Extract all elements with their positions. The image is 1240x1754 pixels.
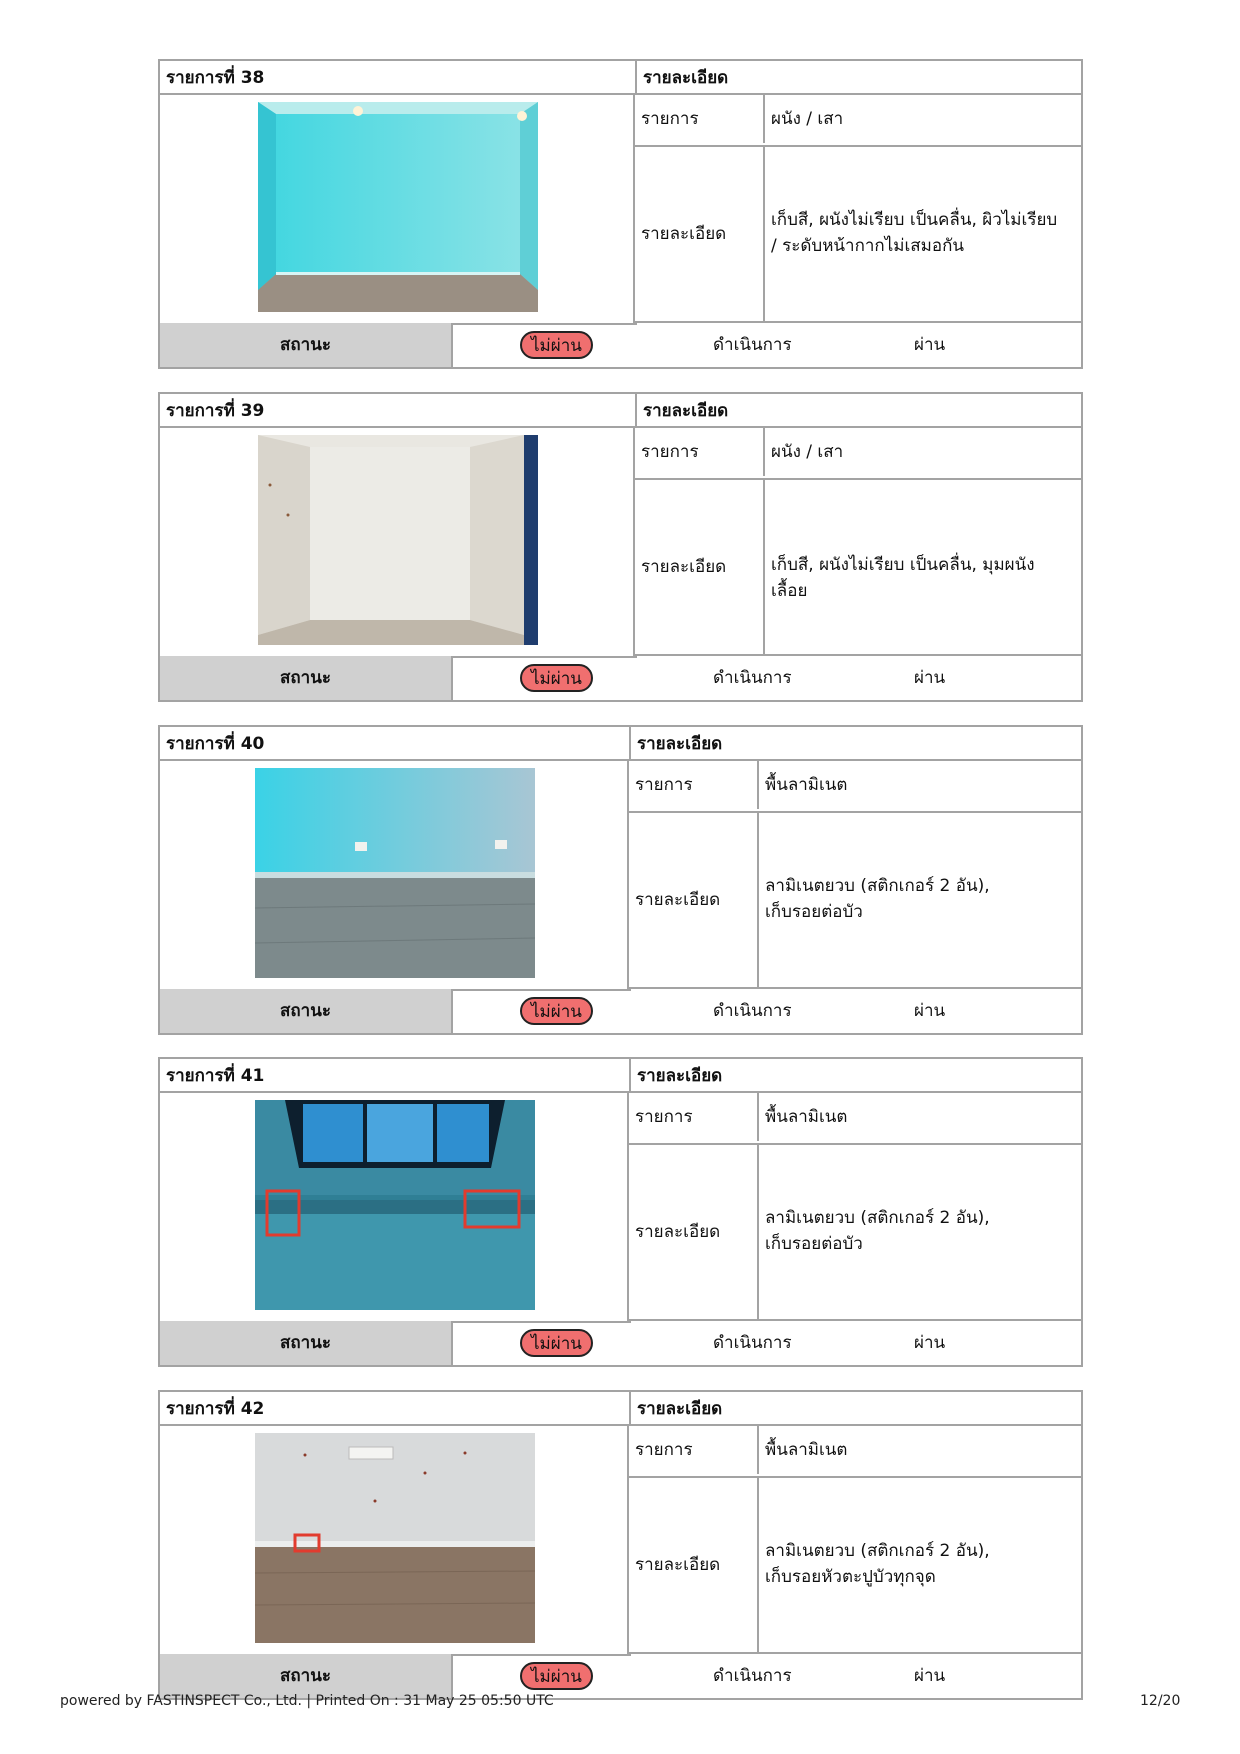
item-value: ผนัง / เสา [763,95,1081,143]
status-label: สถานะ [160,989,453,1033]
status-pass-option[interactable]: ผ่าน [914,335,946,355]
status-label: สถานะ [160,323,453,367]
status-in-progress-option[interactable]: ดำเนินการ [713,668,792,688]
inspection-item-card [158,1057,1083,1367]
inspection-photo[interactable] [255,768,535,978]
status-pass-option[interactable]: ผ่าน [914,1666,946,1686]
item-title: รายการที่ 41 [160,1059,631,1093]
detail-value: เก็บสี, ผนังไม่เรียบ เป็นคลื่น, ผิวไม่เรียบ / ระดับหน้ากากไม่เสมอกัน [763,145,1081,321]
detail-label: รายละเอียด [635,1554,721,1575]
status-in-progress-option[interactable]: ดำเนินการ [713,335,792,355]
status-fail-badge[interactable]: ไม่ผ่าน [520,664,593,692]
status-pass-option[interactable]: ผ่าน [914,1001,946,1021]
inspection-item-card [158,725,1083,1035]
detail-value: ลามิเนตยวบ (สติกเกอร์ 2 อัน), เก็บรอยต่อบัว [757,1143,1081,1319]
status-fail-badge[interactable]: ไม่ผ่าน [520,1662,593,1690]
item-label: รายการ [641,442,699,462]
item-label: รายการ [635,1440,693,1460]
inspection-item-card [158,59,1083,369]
detail-label: รายละเอียด [641,223,727,244]
status-row [160,989,1081,1033]
item-value: พื้นลามิเนต [757,761,1081,809]
item-title: รายการที่ 42 [160,1392,631,1426]
item-title: รายการที่ 39 [160,394,637,428]
status-row [160,1321,1081,1365]
inspection-photo[interactable] [255,1100,535,1310]
item-label: รายการ [635,775,693,795]
item-label: รายการ [641,109,699,129]
status-in-progress-option[interactable]: ดำเนินการ [713,1333,792,1353]
status-row [160,656,1081,700]
inspection-photo[interactable] [258,435,538,645]
inspection-photo[interactable] [255,1433,535,1643]
inspection-photo[interactable] [258,102,538,312]
status-pass-option[interactable]: ผ่าน [914,668,946,688]
status-fail-badge[interactable]: ไม่ผ่าน [520,1329,593,1357]
detail-header: รายละเอียด [635,394,1081,428]
status-label: สถานะ [160,656,453,700]
inspection-item-card [158,1390,1083,1700]
detail-value: ลามิเนตยวบ (สติกเกอร์ 2 อัน), เก็บรอยต่อบัว [757,811,1081,987]
detail-header: รายละเอียด [629,1392,1081,1426]
status-pass-option[interactable]: ผ่าน [914,1333,946,1353]
footer-page-number: 12/20 [1140,1693,1181,1709]
detail-label: รายละเอียด [635,1221,721,1242]
detail-label: รายละเอียด [635,889,721,910]
status-row [160,1654,1081,1698]
status-label: สถานะ [160,1654,453,1698]
item-value: พื้นลามิเนต [757,1426,1081,1474]
status-row [160,323,1081,367]
status-in-progress-option[interactable]: ดำเนินการ [713,1001,792,1021]
status-label: สถานะ [160,1321,453,1365]
item-title: รายการที่ 38 [160,61,637,95]
item-value: พื้นลามิเนต [757,1093,1081,1141]
detail-header: รายละเอียด [635,61,1081,95]
item-value: ผนัง / เสา [763,428,1081,476]
detail-value: ลามิเนตยวบ (สติกเกอร์ 2 อัน), เก็บรอยหัวตะปูบัวทุกจุด [757,1476,1081,1652]
status-fail-badge[interactable]: ไม่ผ่าน [520,997,593,1025]
detail-label: รายละเอียด [641,556,727,577]
status-fail-badge[interactable]: ไม่ผ่าน [520,331,593,359]
inspection-item-card [158,392,1083,702]
detail-value: เก็บสี, ผนังไม่เรียบ เป็นคลื่น, มุมผนังเลื้อย [763,478,1081,654]
item-title: รายการที่ 40 [160,727,631,761]
item-label: รายการ [635,1107,693,1127]
detail-header: รายละเอียด [629,1059,1081,1093]
footer-print-info: powered by FASTINSPECT Co., Ltd. | Printed On : 31 May 25 05:50 UTC [60,1693,554,1709]
detail-header: รายละเอียด [629,727,1081,761]
status-in-progress-option[interactable]: ดำเนินการ [713,1666,792,1686]
